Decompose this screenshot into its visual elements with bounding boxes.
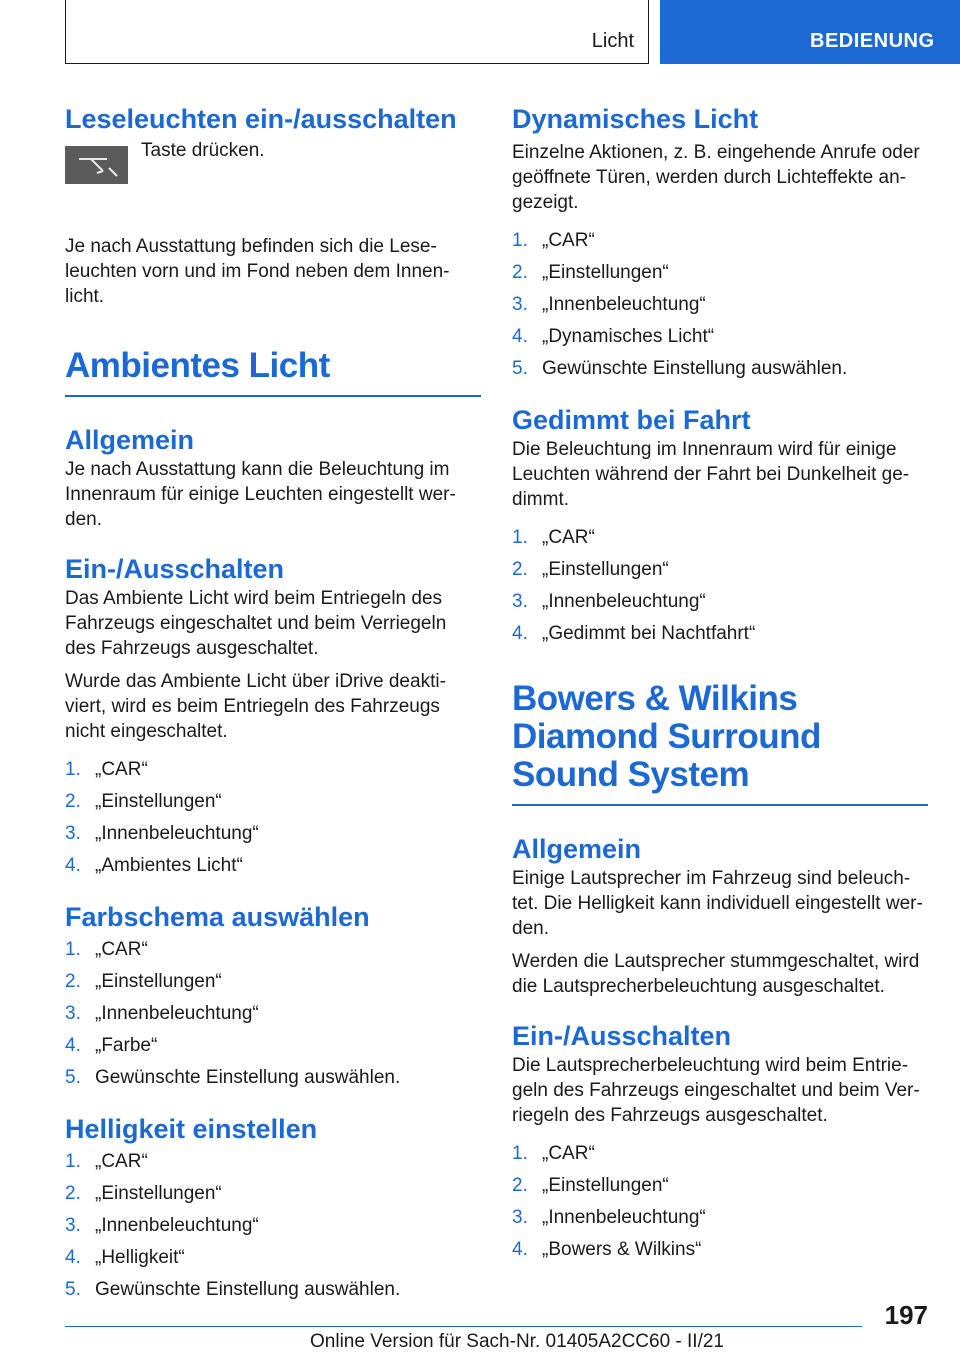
list-item: 5. Gewünschte Einstellung auswählen. [512, 358, 848, 379]
list-item: 5. Gewünschte Einstellung auswählen. [65, 1279, 401, 1300]
list-item: 1. „CAR“ [512, 230, 595, 251]
steps-ein-aus [65, 754, 481, 882]
steps-ein-aus-right [512, 1138, 928, 1266]
page-number: 197 [884, 1300, 928, 1330]
para-ein-aus-2: Wurde das Ambiente Licht über iDrive deakti-viert, wird es beim Entriegeln des Fahrzeugs nicht eingeschaltet. [65, 671, 446, 742]
list-item: 3. „Innenbeleuchtung“ [512, 1207, 706, 1228]
list-item: 1. „CAR“ [65, 759, 148, 780]
heading-ein-aus-right: Ein-/Ausschalten [512, 1021, 732, 1051]
para-allgemein-right-2: Werden die Lautsprecher stummgeschaltet, wird die Lautsprecherbeleuchtung ausgeschaltet. [512, 951, 920, 997]
key-instruction: Taste drücken. [141, 140, 265, 161]
list-item: 4. „Bowers & Wilkins“ [512, 1239, 702, 1260]
list-item: 1. „CAR“ [65, 1151, 148, 1172]
heading-helligkeit: Helligkeit einstellen [65, 1114, 318, 1144]
para-leseleuchten: Je nach Ausstattung befinden sich die Lese-leuchten vorn und im Fond neben dem Innen-licht. [65, 236, 450, 307]
heading-leseleuchten: Leseleuchten ein-/ausschalten [65, 104, 457, 134]
list-item: 2. „Einstellungen“ [512, 559, 669, 580]
footer-version: Online Version für Sach-Nr. 01405A2CC60 - II/21 [310, 1331, 725, 1352]
heading-ein-aus: Ein-/Ausschalten [65, 554, 285, 584]
list-item: 2. „Einstellungen“ [65, 971, 222, 992]
heading-bowers: Bowers & Wilkins Diamond Surround Sound System [512, 679, 821, 794]
section-ambientes [65, 347, 481, 397]
para-ein-aus-1: Das Ambiente Licht wird beim Entriegeln des Fahrzeugs eingeschaltet und beim Verriegeln des Fahrzeugs ausgeschaltet. [65, 588, 447, 659]
list-item: 1. „CAR“ [512, 527, 595, 548]
para-allgemein-right-1: Einige Lautsprecher im Fahrzeug sind beleuch-tet. Die Helligkeit kann individuell eingestellt wer-den. [512, 868, 923, 939]
list-item: 3. „Innenbeleuchtung“ [65, 823, 259, 844]
heading-dynamisch: Dynamisches Licht [512, 104, 759, 134]
reading-light-button-icon [65, 146, 128, 184]
heading-gedimmt: Gedimmt bei Fahrt [512, 405, 751, 435]
header-box [65, 0, 649, 64]
list-item: 2. „Einstellungen“ [512, 1175, 669, 1196]
list-item: 3. „Innenbeleuchtung“ [512, 591, 706, 612]
section-title: Licht [591, 30, 634, 52]
list-item: 3. „Innenbeleuchtung“ [65, 1003, 259, 1024]
list-item: 2. „Einstellungen“ [512, 262, 669, 283]
para-allgemein: Je nach Ausstattung kann die Beleuchtung im Innenraum für einige Leuchten eingestellt wer-den. [65, 459, 456, 530]
list-item: 4. „Dynamisches Licht“ [512, 326, 715, 347]
list-item: 3. „Innenbeleuchtung“ [65, 1215, 259, 1236]
chapter-tab-label: BEDIENUNG [810, 30, 935, 52]
list-item: 2. „Einstellungen“ [65, 1183, 222, 1204]
list-item: 4. „Gedimmt bei Nachtfahrt“ [512, 623, 756, 644]
right-column [512, 102, 928, 1266]
list-item: 1. „CAR“ [512, 1143, 595, 1164]
list-item: 4. „Helligkeit“ [65, 1247, 185, 1268]
heading-allgemein: Allgemein [65, 425, 195, 455]
left-column [65, 102, 481, 1306]
steps-gedimmt [512, 522, 928, 650]
list-item: 4. „Ambientes Licht“ [65, 855, 243, 876]
steps-farbschema [65, 934, 481, 1094]
list-item: 3. „Innenbeleuchtung“ [512, 294, 706, 315]
key-row [65, 136, 481, 188]
section-bowers [512, 680, 928, 806]
steps-helligkeit [65, 1146, 481, 1306]
para-gedimmt: Die Beleuchtung im Innenraum wird für einige Leuchten während der Fahrt bei Dunkelheit ge-dimmt. [512, 439, 910, 510]
list-item: 1. „CAR“ [65, 939, 148, 960]
para-dynamisch: Einzelne Aktionen, z. B. eingehende Anrufe oder geöffnete Türen, werden durch Lichteffekte an-gezeigt. [512, 142, 920, 213]
list-item: 4. „Farbe“ [65, 1035, 158, 1056]
heading-ambientes: Ambientes Licht [65, 346, 330, 385]
list-item: 2. „Einstellungen“ [65, 791, 222, 812]
heading-allgemein-right: Allgemein [512, 834, 642, 864]
para-ein-aus-right: Die Lautsprecherbeleuchtung wird beim Entrie-geln des Fahrzeugs eingeschaltet und beim Ver-riegeln des Fahrzeugs ausgeschaltet. [512, 1055, 920, 1126]
list-item: 5. Gewünschte Einstellung auswählen. [65, 1067, 401, 1088]
chapter-tab [660, 0, 960, 64]
footer-rule [65, 1326, 862, 1327]
heading-farbschema: Farbschema auswählen [65, 902, 370, 932]
steps-dynamisch [512, 225, 928, 385]
